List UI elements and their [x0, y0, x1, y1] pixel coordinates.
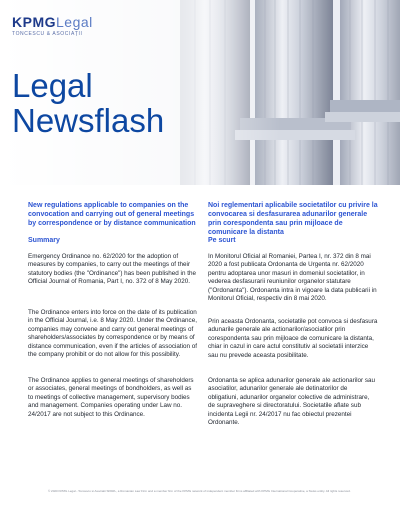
logo-brand-suffix: Legal	[56, 14, 93, 30]
english-summary-label: Summary	[28, 237, 60, 244]
romanian-paragraph-1: In Monitorul Oficial al Romaniei, Partea I, nr. 372 din 8 mai 2020 a fost publicata Ordonanta de Urgenta nr. 62/2020 pentru adoptarea unor masuri in domeniul societatilor, in vederea desfasurarii reuniunilor organelor statutare ("Ordonanta"). Ordonanta intra in vigoare la data publicarii in Monitorul Oficial, respectiv din 8 mai 2020.	[208, 253, 377, 303]
romanian-paragraph-2: Prin aceasta Ordonanta, societatile pot convoca si desfasura adunarile generale ale actionarilor/asociatilor prin corespondenta sau prin mijloace de comunicare la distanta, chiar in cazul in care actul constitutiv al societatii interzice sau nu prevede aceasta posibilitate.	[208, 318, 378, 359]
page-title	[12, 68, 164, 138]
hero-banner	[0, 0, 400, 185]
english-paragraph-2: The Ordinance enters into force on the date of its publication in the Official Journal, i.e. 8 May 2020. Under the Ordinance, companies may convene and carry out general meetings of shareholders/associates by correspondence or by means of distance communication, even if the articles of association of the company prohibit or do not allow for this possibility.	[28, 309, 198, 359]
romanian-headline: Noi reglementari aplicabile societatilor cu privire la convocarea si desfasurarea adunarilor generale prin corespondenta sau prin mijloace de comunicare la distanta	[208, 202, 378, 236]
logo-subtitle: TONCESCU & ASOCIAȚII	[12, 31, 83, 37]
english-paragraph-3: The Ordinance applies to general meetings of shareholders or associates, general meetings of bondholders, as well as to meetings of collective management, supervisory bodies and management. Companies operating under Law no. 24/2017 are not subject to this Ordinance.	[28, 377, 194, 418]
romanian-paragraph-3: Ordonanta se aplica adunarilor generale ale actionarilor sau asociatilor, adunarilor generale ale detinatorilor de obligatiuni, adunarilor organelor colective de administrare, de supraveghere si directoratului. Societatile aflate sub incidenta Legii nr. 24/2017 nu fac obiectul prezentei Ordonante.	[208, 377, 375, 427]
footer-copyright: © 2020 KPMG Legal - Toncescu si Asociatii SPARL, a Romanian Law Firm and a member firm of the KPMG network of independent member firms affiliated with KPMG International Cooperative, a Swiss entity. All rights reserved.	[48, 489, 351, 493]
kpmg-logo	[12, 14, 93, 37]
title-line-1: Legal	[12, 67, 93, 104]
romanian-summary-label: Pe scurt	[208, 237, 236, 244]
english-headline-text: New regulations applicable to companies on the convocation and carrying out of general meetings by correspondence or by distance communication	[28, 202, 196, 227]
english-paragraph-1: Emergency Ordinance no. 62/2020 for the adoption of measures by companies, to carry out the meetings of their statutory bodies (the "Ordinance") has been published in the Official Journal of Romania, Part I, no. 372 of 8 May 2020.	[28, 253, 196, 286]
logo-brand: KPMG	[12, 14, 56, 30]
title-line-2: Newsflash	[12, 102, 165, 139]
